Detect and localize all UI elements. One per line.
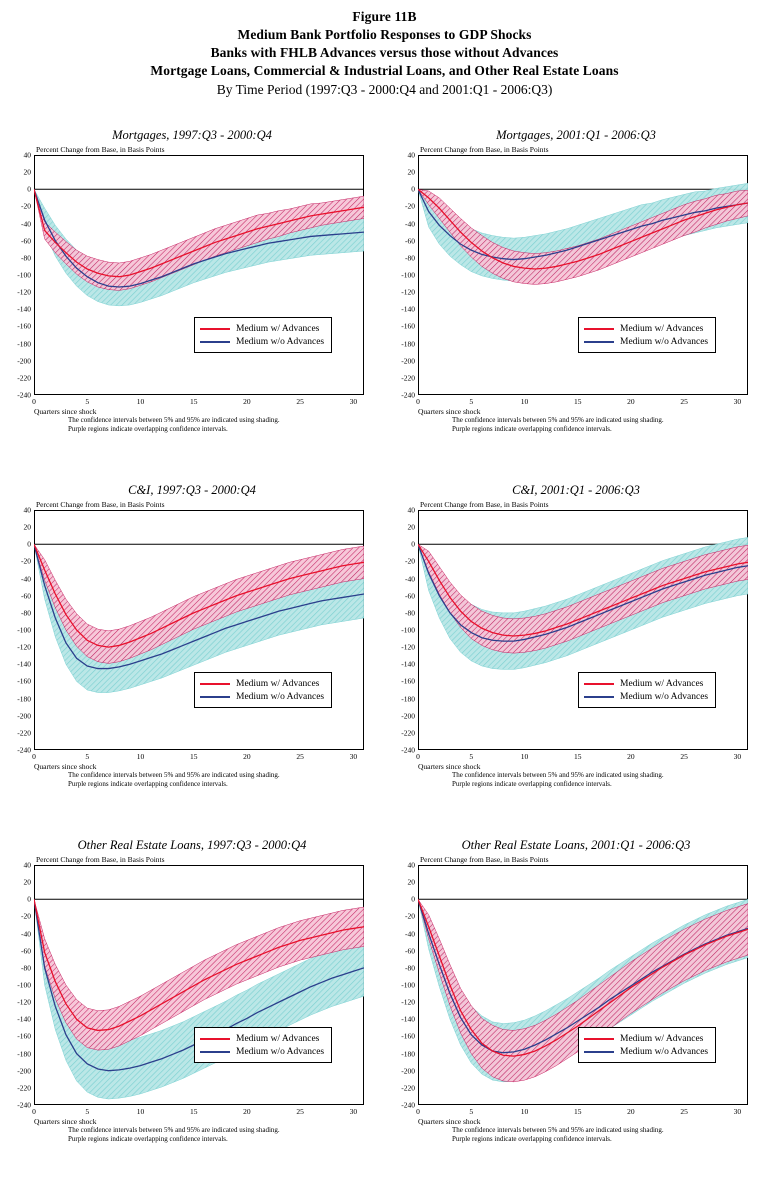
y-tick: -220 [401,728,415,738]
legend-label-without-advances: Medium w/o Advances [620,336,709,347]
x-tick: 25 [296,1107,304,1116]
y-tick: -200 [401,711,415,721]
legend-swatch-with-advances [584,328,614,330]
footnote-confidence: The confidence intervals between 5% and 95% are indicated using shading. [452,1126,664,1134]
x-tick: 10 [520,752,529,761]
y-tick: -160 [401,321,415,331]
legend-swatch-without-advances [584,1051,614,1053]
footnote-overlap: Purple regions indicate overlapping confidence intervals. [68,1135,228,1143]
footnote-overlap: Purple regions indicate overlapping confidence intervals. [452,425,612,433]
y-tick: -80 [405,608,415,618]
y-tick: 20 [23,522,31,532]
y-tick: -80 [405,963,415,973]
x-tick: 25 [680,752,688,761]
y-tick: -60 [405,946,415,956]
y-tick: -40 [405,574,415,584]
y-tick: -100 [17,980,31,990]
y-tick: 0 [411,539,415,549]
x-tick: 15 [573,752,582,761]
x-tick: 25 [680,1107,688,1116]
y-tick: -180 [401,339,415,349]
legend-label-with-advances: Medium w/ Advances [620,1033,704,1044]
y-tick: -200 [17,1066,31,1076]
panel-grid [0,122,769,1187]
chart-panel-ore-1997 [0,832,384,1187]
legend-swatch-without-advances [200,696,230,698]
figure-title-3: Mortgage Loans, Commercial & Industrial Loans, and Other Real Estate Loans [150,63,619,78]
x-tick: 25 [296,752,304,761]
y-axis-note: Percent Change from Base, in Basis Points [36,500,165,509]
x-tick: 5 [469,752,474,761]
panel-title: Mortgages, 2001:Q1 - 2006:Q3 [496,128,656,142]
x-tick: 5 [85,1107,90,1116]
y-tick: -80 [21,963,31,973]
y-tick: -20 [21,911,31,921]
y-tick: -200 [17,356,31,366]
y-tick: 20 [407,167,415,177]
legend-row-without-advances [584,1045,708,1058]
footnote-confidence: The confidence intervals between 5% and 95% are indicated using shading. [452,771,664,779]
y-tick: -140 [17,1014,31,1024]
y-tick: -240 [17,390,31,400]
x-tick: 0 [416,397,420,406]
y-tick: 0 [411,894,415,904]
y-tick: 0 [411,184,415,194]
panel-title: C&I, 2001:Q1 - 2006:Q3 [512,483,640,497]
y-tick: 20 [407,522,415,532]
y-tick: -140 [401,304,415,314]
y-tick: -240 [17,745,31,755]
y-tick: -160 [17,1031,31,1041]
y-tick: 20 [23,877,31,887]
y-tick: -60 [21,236,31,246]
legend-swatch-without-advances [200,1051,230,1053]
legend-row-with-advances [584,322,708,335]
y-tick: -40 [405,219,415,229]
x-axis-label: Quarters since shock [34,1117,97,1126]
x-axis-label: Quarters since shock [34,762,97,771]
legend-swatch-with-advances [200,1038,230,1040]
x-tick: 5 [85,397,90,406]
y-tick: 20 [23,167,31,177]
x-tick: 20 [627,752,635,761]
x-tick: 5 [469,1107,474,1116]
y-tick: -20 [405,911,415,921]
footnote-overlap: Purple regions indicate overlapping confidence intervals. [68,425,228,433]
y-tick: -100 [401,980,415,990]
x-axis-label: Quarters since shock [418,1117,481,1126]
footnote-overlap: Purple regions indicate overlapping confidence intervals. [68,780,228,788]
y-tick: -240 [17,1100,31,1110]
x-tick: 0 [416,1107,420,1116]
x-tick: 25 [680,397,688,406]
panel-title: Mortgages, 1997:Q3 - 2000:Q4 [112,128,272,142]
x-tick: 20 [243,752,251,761]
y-tick: -20 [405,201,415,211]
x-tick: 0 [32,397,36,406]
x-tick: 20 [627,1107,635,1116]
y-tick: 40 [23,860,31,870]
y-tick: -180 [401,1049,415,1059]
y-tick: -200 [401,356,415,366]
chart-panel-mortgages-1997 [0,122,384,477]
y-tick: -100 [17,625,31,635]
legend-row-without-advances [200,1045,324,1058]
y-tick: -200 [17,711,31,721]
y-tick: -80 [21,253,31,263]
y-tick: -220 [401,373,415,383]
y-tick: -120 [17,997,31,1007]
y-axis-note: Percent Change from Base, in Basis Points [36,145,165,154]
legend-label-with-advances: Medium w/ Advances [620,678,704,689]
y-tick: 40 [23,150,31,160]
chart-legend [578,317,716,353]
legend-row-without-advances [584,335,708,348]
x-tick: 0 [32,1107,36,1116]
x-tick: 20 [243,397,251,406]
chart-legend [194,1027,332,1063]
y-tick: -20 [21,201,31,211]
y-tick: -200 [401,1066,415,1076]
legend-label-without-advances: Medium w/o Advances [236,1046,325,1057]
x-tick: 10 [136,752,145,761]
y-tick: 40 [407,505,415,515]
y-tick: -80 [405,253,415,263]
legend-swatch-without-advances [200,341,230,343]
legend-label-with-advances: Medium w/ Advances [236,323,320,334]
footnote-confidence: The confidence intervals between 5% and 95% are indicated using shading. [68,771,280,779]
legend-row-with-advances [200,677,324,690]
chart-legend [194,317,332,353]
chart-legend [578,672,716,708]
y-tick: -120 [401,287,415,297]
x-tick: 15 [189,1107,198,1116]
y-tick: -240 [401,745,415,755]
x-tick: 15 [189,752,198,761]
y-tick: -160 [17,321,31,331]
chart-legend [578,1027,716,1063]
y-tick: -220 [17,728,31,738]
plot-area [401,150,748,433]
legend-swatch-without-advances [584,696,614,698]
chart-panel-ore-2001 [384,832,768,1187]
chart-panel-ci-1997 [0,477,384,832]
y-tick: -220 [17,373,31,383]
footnote-confidence: The confidence intervals between 5% and 95% are indicated using shading. [68,1126,280,1134]
y-tick: -100 [401,270,415,280]
y-tick: 0 [27,539,31,549]
y-axis-note: Percent Change from Base, in Basis Points [36,855,165,864]
y-tick: -20 [21,556,31,566]
y-tick: -40 [21,574,31,584]
x-tick: 30 [733,397,742,406]
y-tick: -60 [405,236,415,246]
footnote-confidence: The confidence intervals between 5% and 95% are indicated using shading. [452,416,664,424]
y-axis-note: Percent Change from Base, in Basis Points [420,855,549,864]
legend-label-without-advances: Medium w/o Advances [236,336,325,347]
x-axis-label: Quarters since shock [418,762,481,771]
y-tick: -140 [17,659,31,669]
chart-panel-mortgages-2001 [384,122,768,477]
x-tick: 30 [349,1107,358,1116]
figure-title-2: Banks with FHLB Advances versus those without Advances [210,45,559,60]
legend-row-without-advances [200,690,324,703]
x-axis-label: Quarters since shock [418,407,481,416]
x-tick: 30 [733,752,742,761]
legend-label-without-advances: Medium w/o Advances [236,691,325,702]
y-tick: 40 [407,860,415,870]
legend-row-with-advances [200,1032,324,1045]
footnote-overlap: Purple regions indicate overlapping confidence intervals. [452,1135,612,1143]
x-tick: 15 [573,397,582,406]
y-tick: -80 [21,608,31,618]
y-tick: -120 [401,642,415,652]
y-tick: -140 [401,1014,415,1024]
plot-area [17,860,364,1143]
y-tick: -240 [401,390,415,400]
legend-label-without-advances: Medium w/o Advances [620,691,709,702]
x-tick: 30 [349,752,358,761]
y-tick: 20 [407,877,415,887]
x-tick: 20 [243,1107,251,1116]
chart-legend [194,672,332,708]
y-tick: -100 [17,270,31,280]
y-tick: 0 [27,184,31,194]
x-tick: 10 [520,1107,529,1116]
y-tick: -180 [17,694,31,704]
y-tick: -180 [17,339,31,349]
figure-title-block [0,0,769,100]
x-tick: 15 [573,1107,582,1116]
y-tick: 40 [407,150,415,160]
y-tick: -60 [21,946,31,956]
legend-label-with-advances: Medium w/ Advances [236,1033,320,1044]
y-tick: -120 [401,997,415,1007]
x-tick: 5 [85,752,90,761]
x-tick: 15 [189,397,198,406]
x-tick: 0 [32,752,36,761]
y-tick: -120 [17,642,31,652]
x-tick: 25 [296,397,304,406]
y-tick: -40 [21,219,31,229]
legend-row-with-advances [200,322,324,335]
x-tick: 0 [416,752,420,761]
x-tick: 10 [520,397,529,406]
y-axis-note: Percent Change from Base, in Basis Points [420,145,549,154]
legend-swatch-with-advances [584,1038,614,1040]
legend-label-with-advances: Medium w/ Advances [236,678,320,689]
y-tick: -160 [401,1031,415,1041]
y-tick: -60 [21,591,31,601]
y-tick: 40 [23,505,31,515]
legend-row-without-advances [584,690,708,703]
y-tick: -240 [401,1100,415,1110]
y-tick: -60 [405,591,415,601]
legend-swatch-with-advances [200,683,230,685]
footnote-overlap: Purple regions indicate overlapping confidence intervals. [452,780,612,788]
legend-row-with-advances [584,677,708,690]
y-tick: -100 [401,625,415,635]
y-tick: -160 [17,676,31,686]
y-tick: -40 [21,929,31,939]
legend-label-without-advances: Medium w/o Advances [620,1046,709,1057]
y-tick: -220 [17,1083,31,1093]
y-tick: -140 [17,304,31,314]
figure-subtitle: By Time Period (1997:Q3 - 2000:Q4 and 2001:Q1 - 2006:Q3) [216,82,553,97]
x-tick: 20 [627,397,635,406]
y-tick: -40 [405,929,415,939]
panel-title: Other Real Estate Loans, 2001:Q1 - 2006:Q3 [461,838,691,852]
plot-area [17,505,364,788]
figure-number: Figure 11B [352,9,417,24]
legend-swatch-without-advances [584,341,614,343]
y-tick: -220 [401,1083,415,1093]
legend-row-with-advances [584,1032,708,1045]
plot-area [17,150,364,433]
y-tick: -20 [405,556,415,566]
figure-title-1: Medium Bank Portfolio Responses to GDP Shocks [237,27,532,42]
y-tick: -120 [17,287,31,297]
chart-panel-ci-2001 [384,477,768,832]
plot-area [401,860,748,1143]
x-tick: 10 [136,397,145,406]
x-tick: 30 [349,397,358,406]
legend-row-without-advances [200,335,324,348]
plot-area [401,505,748,788]
legend-swatch-with-advances [200,328,230,330]
legend-swatch-with-advances [584,683,614,685]
panel-title: Other Real Estate Loans, 1997:Q3 - 2000:Q4 [77,838,307,852]
x-tick: 10 [136,1107,145,1116]
y-tick: -180 [401,694,415,704]
x-tick: 5 [469,397,474,406]
footnote-confidence: The confidence intervals between 5% and 95% are indicated using shading. [68,416,280,424]
legend-label-with-advances: Medium w/ Advances [620,323,704,334]
panel-title: C&I, 1997:Q3 - 2000:Q4 [128,483,256,497]
y-axis-note: Percent Change from Base, in Basis Points [420,500,549,509]
x-tick: 30 [733,1107,742,1116]
y-tick: 0 [27,894,31,904]
y-tick: -160 [401,676,415,686]
y-tick: -140 [401,659,415,669]
y-tick: -180 [17,1049,31,1059]
x-axis-label: Quarters since shock [34,407,97,416]
